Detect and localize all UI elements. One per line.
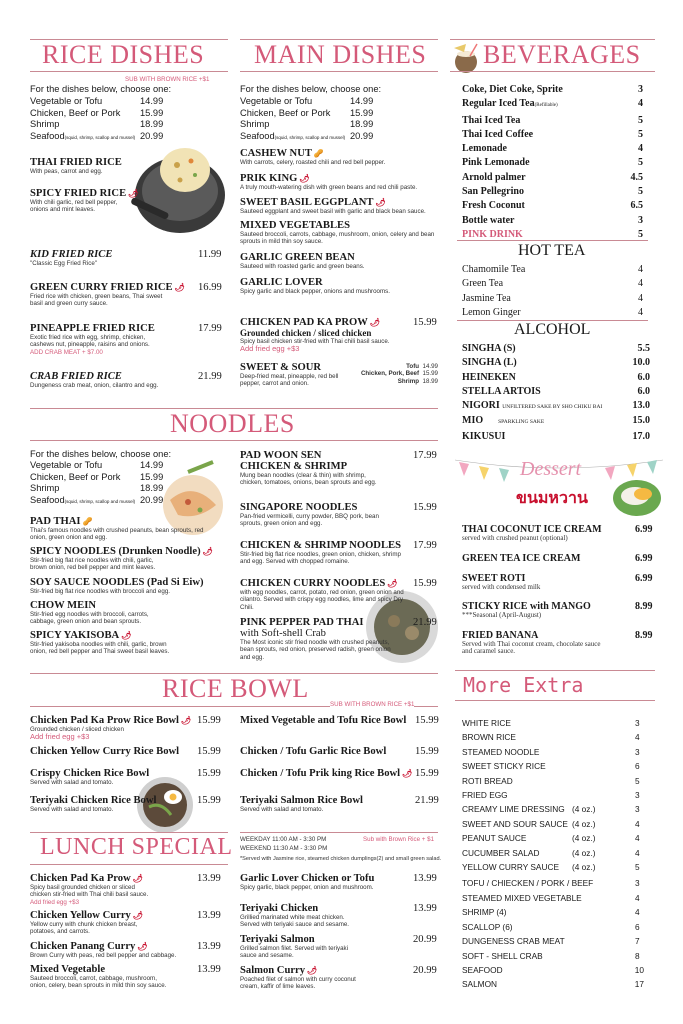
main-dishes-options: Vegetable or Tofu 14.99 Chicken, Beef or Pork 15.99 Shrimp 18.99 Seafood(squid, shrimp, scallop and mussel) 20.99 (240, 96, 374, 141)
noodles-intro: For the dishes below, choose one: (30, 449, 172, 459)
menu-item: Mixed Vegetable and Tofu Rice Bowl 15.99 (240, 715, 439, 726)
menu-item: PRIK KING 🌶 A truly mouth-watering dish with green beans and red chili paste. (240, 173, 418, 191)
chili-icon: 🌶 (128, 189, 139, 198)
menu-item: PAD THAI 🥜 Thai's famous noodles with crushed peanuts, bean sprouts, red onion, green onion and egg. (30, 516, 204, 542)
menu-item: GREEN TEA ICE CREAM 6.99 (462, 553, 653, 564)
menu-item: Teriyaki Chicken Rice Bowl Served with salad and tomato. 15.99 (30, 795, 221, 813)
menu-item: MIXED VEGETABLES Sauteed broccoli, carrots, cabbage, mushroom, onion, celery and bean sprouts in mild thin soy sauce. (240, 220, 435, 246)
hot-tea-list: Chamomile Tea 4 Green Tea 4 Jasmine Tea 4 Lemon Ginger 4 (462, 264, 643, 318)
rice-dishes-options: Vegetable or Tofu 14.99 Chicken, Beef or Pork 15.99 Shrimp 18.99 Seafood(squid, shrimp, scallop and mussel) 20.99 (30, 96, 164, 141)
menu-item: CASHEW NUT 🥜 With carrots, celery, roasted chili and red bell pepper. (240, 148, 386, 166)
menu-item: SPICY FRIED RICE 🌶 With chili garlic, red bell pepper, onions and mint leaves. (30, 188, 139, 214)
menu-item: FRIED BANANA Served with Thai coconut cream, chocolate sauce and caramel sauce. 8.99 (462, 630, 653, 656)
alcohol-title: ALCOHOL (514, 321, 591, 338)
chili-icon: 🌶 (137, 942, 148, 951)
menu-item: Chicken / Tofu Prik king Rice Bowl 🌶 15.99 (240, 768, 439, 779)
lunch-weekend: WEEKEND 11:30 AM - 3:30 PM (240, 845, 328, 852)
lunch-special-title: LUNCH SPECIAL (40, 834, 233, 860)
fried-rice-wok-image (125, 135, 225, 235)
chili-icon: 🌶 (181, 716, 192, 725)
menu-item: PINEAPPLE FRIED RICE Exotic fried rice with egg, shrimp, chicken, cashews nut, pineapple, raisins and onions. ADD CRAB MEAT + $7.00 17.99 (30, 323, 222, 356)
hot-tea-title: HOT TEA (518, 242, 586, 259)
menu-item: Teriyaki Salmon Grilled salmon filet. Served with teriyaki sauce and sesame. 20.99 (240, 934, 437, 960)
rice-dishes-title: RICE DISHES (42, 40, 205, 69)
alcohol-list: SINGHA (S) 5.5 SINGHA (L) 10.0 HEINEKEN 6.0 STELLA ARTOIS 6.0 NIGORI UNFILTERED SAKE BY SHO CHIKU BAI 13.0 MIO SPARKLING SAKE 15.0 KIKUSUI 17.0 (462, 343, 650, 442)
more-extra-title: More Extra (463, 673, 584, 697)
peanut-icon: 🥜 (313, 149, 324, 158)
noodles-options: Vegetable or Tofu 14.99 Chicken, Beef or Pork 15.99 Shrimp 18.99 Seafood(squid, shrimp, scallop and mussel) 20.99 (30, 460, 164, 505)
menu-item: GARLIC LOVER Spicy garlic and black pepper, onions and mushrooms. (240, 277, 390, 295)
menu-item: KID FRIED RICE "Classic Egg Fried Rice" 11.99 (30, 249, 222, 267)
menu-item: SINGAPORE NOODLES Pan-fried vermicelli, curry powder, BBQ pork, bean sprouts, green onion and egg. 15.99 (240, 502, 437, 528)
chili-icon: 🌶 (174, 283, 185, 292)
menu-item: Chicken Pad Ka Prow 🌶 Spicy basil grounded chicken or sliced chicken stir-fried with Thai chili basil sauce. Add fried egg +$3 13.99 (30, 873, 221, 906)
menu-item: GARLIC GREEN BEAN Sauteed with roasted garlic and green beans. (240, 252, 365, 270)
menu-item: THAI COCONUT ICE CREAM served with crushed peanut (optional) 6.99 (462, 524, 653, 542)
menu-item: Garlic Lover Chicken or Tofu Spicy garlic, black pepper, onion and mushroom. 13.99 (240, 873, 437, 891)
chili-icon: 🌶 (299, 174, 310, 183)
chili-icon: 🌶 (132, 874, 143, 883)
coconut-drink-icon (450, 42, 482, 74)
menu-item: SPICY NOODLES (Drunken Noodle) 🌶 Stir-fried big flat rice noodles with chili, garlic, brown onion, red bell pepper and mint leaves. (30, 546, 213, 572)
menu-item: PINK PEPPER PAD THAI with Soft-shell Crab The Most iconic stir fried noodle with crushed peanuts, bean sprouts, red onion, preserved radish, green onion and egg. 21.99 (240, 617, 437, 661)
menu-item: CHICKEN CURRY NOODLES 🌶 with egg noodles, carrot, potato, red onion, green onion and cilantro. Served with crispy egg noodles, lime and spicy Dry Chili. 15.99 (240, 578, 437, 611)
menu-item: CHICKEN & SHRIMP NOODLES Stir-fried big flat rice noodles, green onion, chicken, shrimp and egg. Served with chopped romaine. 17.99 (240, 540, 437, 566)
menu-item: Chicken Yellow Curry Rice Bowl 15.99 (30, 746, 221, 757)
menu-item: STICKY RICE with MANGO ***Seasonal (April-August) 8.99 (462, 601, 653, 619)
menu-item: SWEET ROTI served with condensed milk 6.99 (462, 573, 653, 591)
main-dishes-title: MAIN DISHES (254, 40, 427, 69)
chili-icon: 🌶 (202, 547, 213, 556)
chili-icon: 🌶 (387, 579, 398, 588)
menu-item: Chicken / Tofu Garlic Rice Bowl 15.99 (240, 746, 439, 757)
menu-item: SOY SAUCE NOODLES (Pad Si Eiw) Stir-fried big flat rice noodles with broccoli and egg. (30, 577, 204, 595)
main-dishes-intro: For the dishes below, choose one: (240, 84, 382, 94)
menu-item: Chicken Pad Ka Prow Rice Bowl 🌶 Grounded chicken / sliced chicken Add fried egg +$3 15.99 (30, 715, 221, 742)
chili-icon: 🌶 (369, 318, 380, 327)
more-extra-list: WHITE RICE 3 BROWN RICE 4 STEAMED NOODLE 3 SWEET STICKY RICE 6 ROTI BREAD 5 FRIED EGG 3 CREAMY LIME DRESSING (4 oz.) 3 SWEET AND SOUR SAUCE (4 oz.) 4 PEANUT SAUCE (4 oz.) 4 CUCUMBER SALAD (4 oz.) 4 YELLOW CURRY SAUCE (4 oz.) 5 TOFU / CHIECKEN / PORK / BEEF 3 STEAMED MIXED VEGETABLE 4 SHRIMP (4) 4 SCALLOP (6) 6 DUNGENESS CRAB MEAT 7 SOFT - SHELL CRAB 8 SEAFOOD 10 SALMON 17 (462, 718, 644, 990)
menu-item: THAI FRIED RICE With peas, carrot and egg. (30, 157, 122, 175)
rice-bowl-title: RICE BOWL (162, 674, 309, 703)
menu-item: PAD WOON SEN CHICKEN & SHRIMP Mung bean noodles (clear & thin) with shrimp, chicken, tomatoes, onions, bean sprouts and egg. 17.99 (240, 450, 437, 487)
menu-item: CHICKEN PAD KA PROW 🌶 Grounded chicken / sliced chicken Spicy basil chicken stir-fried with Thai chili basil sauce. Add fried egg +$3 15.99 (240, 317, 437, 354)
menu-item: SPICY YAKISOBA 🌶 Stir-fried yakisoba noodles with chili, garlic, brown onion, red bell pepper and Thai sweet basil leaves. (30, 630, 170, 656)
rice-dishes-sub-note: SUB WITH BROWN RICE +$1 (125, 76, 210, 83)
menu-item: CRAB FRIED RICE Dungeness crab meat, onion, cilantro and egg. 21.99 (30, 371, 222, 389)
chili-icon: 🌶 (132, 911, 143, 920)
lunch-sub-note: Sub with Brown Rice + $1 (363, 836, 435, 843)
rice-bowl-sub-note: SUB WITH BROWN RICE +$1 (330, 701, 415, 708)
beverages-title: BEVERAGES (483, 40, 641, 69)
menu-item: SWEET & SOUR Deep-fried meat, pineapple, red bell pepper, carrot and onion. Tofu 14.99 Chicken, Pork, Beef 15.99 Shrimp 18.99 (240, 362, 438, 388)
beverages-list: Coke, Diet Coke, Sprite 3 Regular Iced Tea(Refillable) 4 Thai Iced Tea 5 Thai Iced Coffee 5 Lemonade 4 Pink Lemonade 5 Arnold palmer 4.5 San Pellegrino 5 Fresh Coconut 6.5 Bottle water 3 PINK DRINK 5 (462, 84, 643, 240)
menu-item: CHOW MEIN Stir-fried egg noodles with broccoli, carrots, cabbage, green onion and bean sprouts. (30, 600, 149, 626)
menu-item: Chicken Panang Curry 🌶 Brown Curry with peas, red bell pepper and cabbage. 13.99 (30, 941, 221, 959)
menu-item: Teriyaki Salmon Rice Bowl Served with salad and tomato. 21.99 (240, 795, 439, 813)
chili-icon: 🌶 (375, 198, 386, 207)
chili-icon: 🌶 (307, 966, 318, 975)
menu-item: GREEN CURRY FRIED RICE 🌶 Fried rice with chicken, green beans, Thai sweet basil and green curry sauce. 16.99 (30, 282, 222, 308)
menu-item: SWEET BASIL EGGPLANT 🌶 Sauteed eggplant and sweet basil with garlic and black bean sauce. (240, 197, 426, 215)
menu-item: Teriyaki Chicken Grillied marinated white meat chicken. Served with teriyaki sauce and sesame. 13.99 (240, 903, 437, 929)
rice-dishes-intro: For the dishes below, choose one: (30, 84, 172, 94)
menu-item: Crispy Chicken Rice Bowl Served with salad and tomato. 15.99 (30, 768, 221, 786)
menu-item: Mixed Vegetable Sauteed broccoli, carrot, cabbage, mushroom, onion, celery, bean sprouts in mild thin soy sauce. 13.99 (30, 964, 221, 990)
chili-icon: 🌶 (121, 631, 132, 640)
noodles-title: NOODLES (170, 409, 295, 438)
dessert-banner-title: Dessert (520, 458, 582, 480)
peanut-icon: 🥜 (82, 517, 93, 526)
menu-item: Chicken Yellow Curry 🌶 Yellow curry with chunk chicken breast, potatoes, and carrots. 13.99 (30, 910, 221, 936)
lunch-weekday: WEEKDAY 11:00 AM - 3:30 PM (240, 836, 327, 843)
chili-icon: 🌶 (402, 769, 413, 778)
dessert-banner-thai: ขนมหวาน (516, 488, 588, 507)
lunch-served-note: *Served with Jasmine rice, steamed chicken dumplings(2) and small green salad. (240, 856, 442, 862)
menu-item: Salmon Curry 🌶 Poached filet of salmon with curry coconut cream, kaffir of lime leaves. 20.99 (240, 965, 437, 991)
